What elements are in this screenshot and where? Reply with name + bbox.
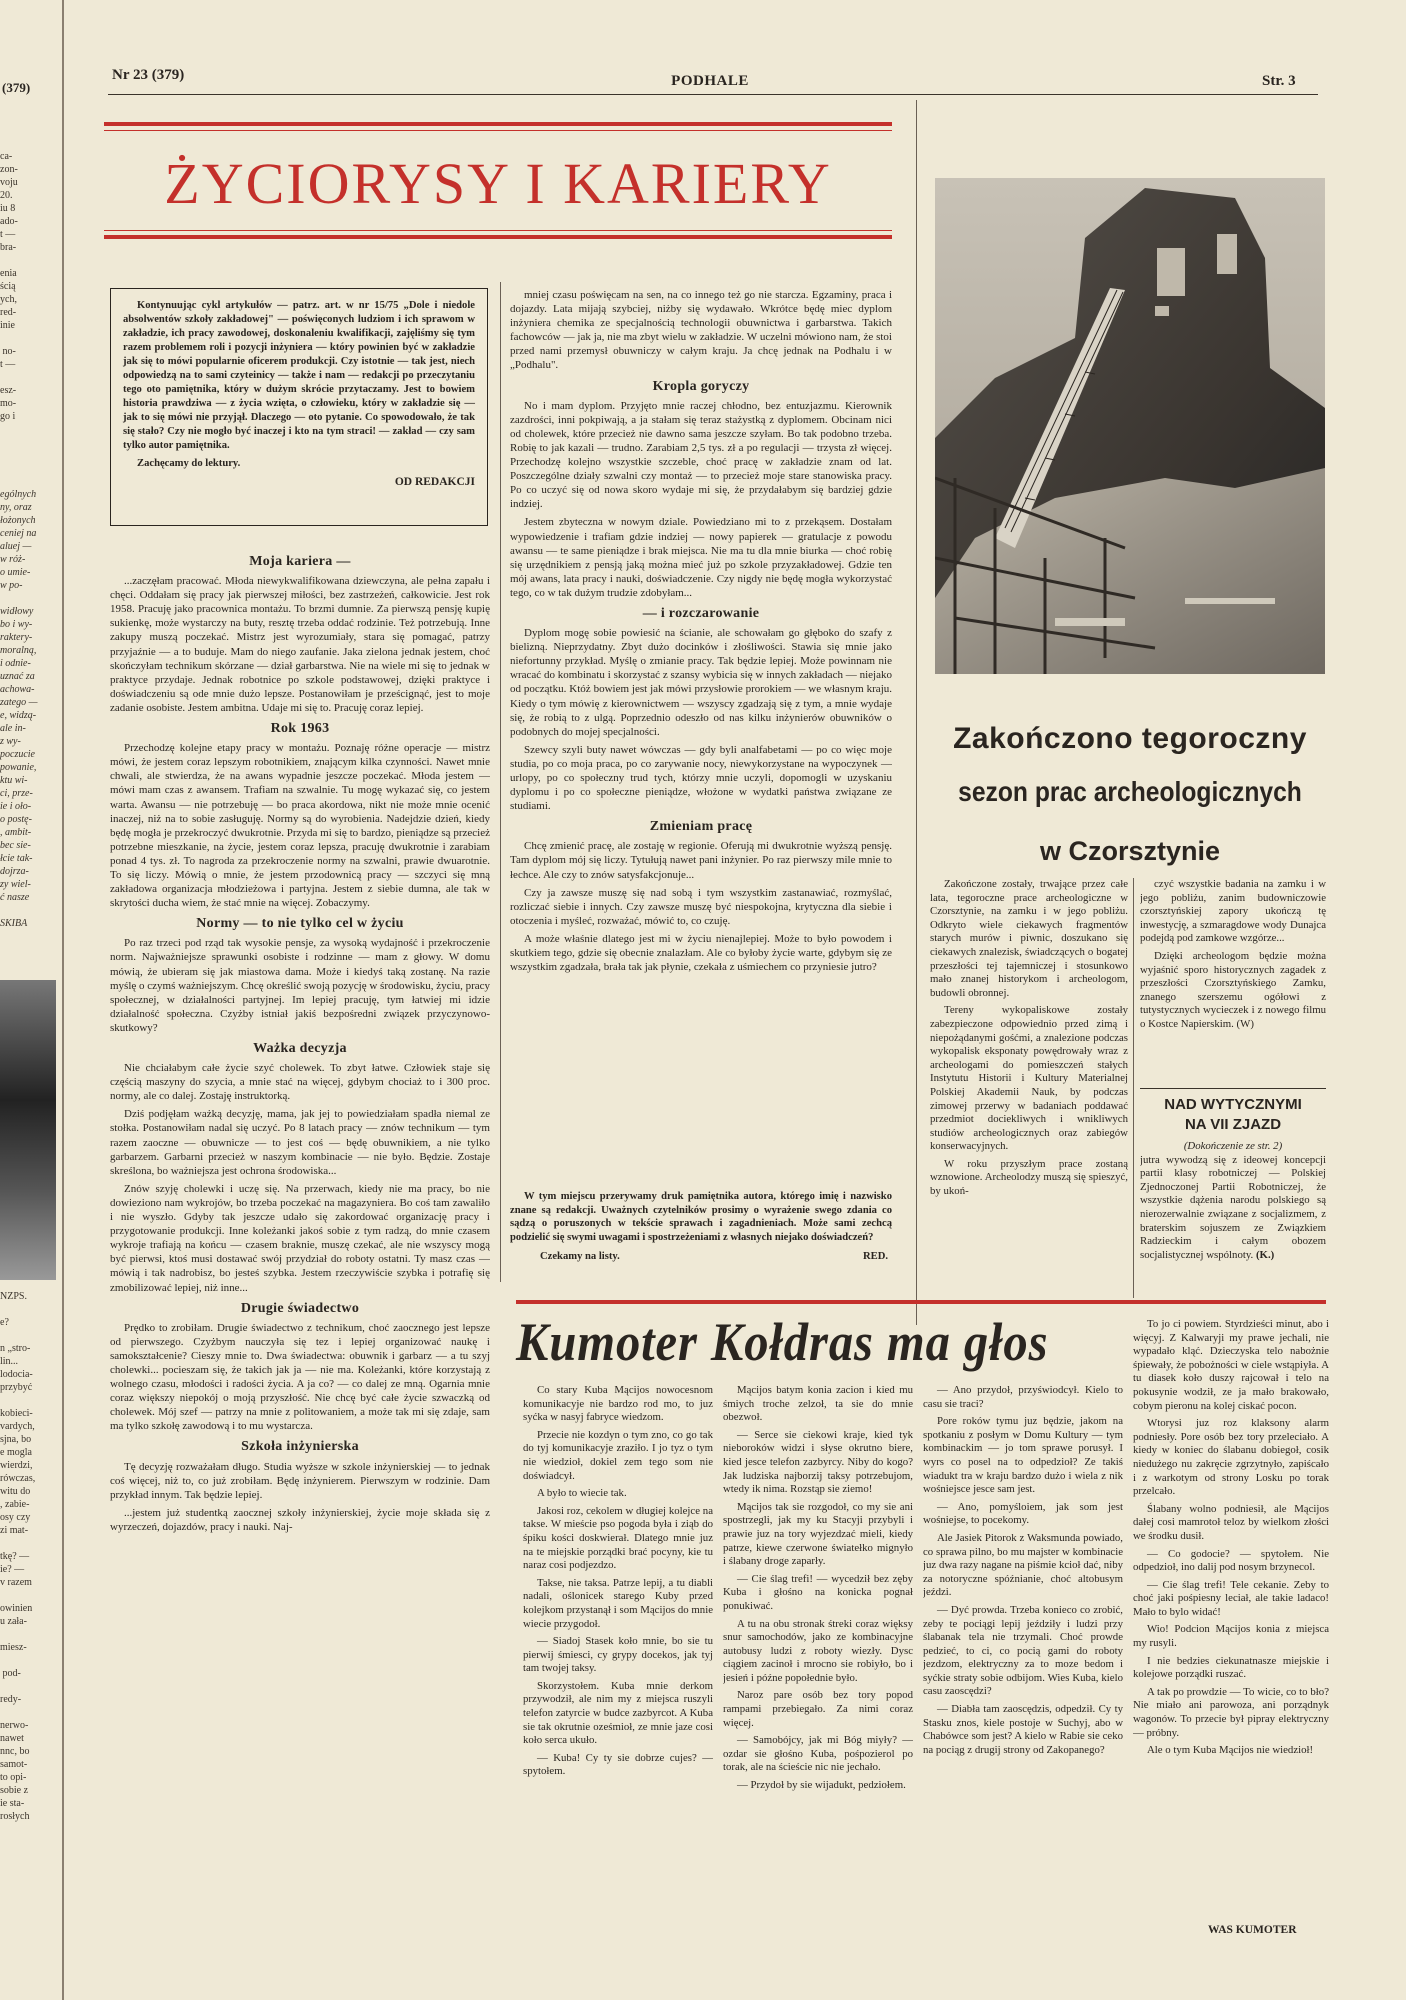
paragraph: Przecie nie kozdyn o tym zno, co go tak do tyj komunikacyje zraziło. I jo tyz o tym nie wiedzioł, dokiel zem tego som nie doświadcył. <box>523 1428 713 1482</box>
kumoter-column-2 <box>723 1384 913 1924</box>
page-fold-line <box>62 0 64 2000</box>
paragraph: A może właśnie dlatego jest mi w życiu nienajlepiej. Może to było powodem i skutkiem tego, gdzie się obecnie znalazłam. Ale co byłoby życie warte, gdybym się ze wszystkim zgadzała, brała tak jak płynie, czekała z uśmiechem co przyniesie jutro? <box>510 932 892 974</box>
paragraph: Tę decyzję rozważałam długo. Studia wyższe w szkole inżynierskiej — to jednak coś więcej, niż to, co już zrobiłam. Będę inżynierem. Pierwszym w rodzinie. Dam przykład innym. Tak będzie lepiej. <box>110 1460 490 1501</box>
paragraph: Jakosi roz, cekolem w długiej kolejce na takse. W mieście pso pogoda była i ziąb do śpiku kości doskwierał. Dlatego mnie juz na te miejskie porządki brać pocyny, kie tu naraz cosi podjezdzo. <box>523 1504 713 1572</box>
section-heading: Ważka decyzja <box>253 1041 347 1056</box>
section-heading: — i rozczarowanie <box>642 605 760 621</box>
editor-note-box <box>510 1190 892 1286</box>
paragraph: Nie chciałabym całe życie szyć cholewek. To zbyt łatwe. Człowiek staje się częścią maszyny do szycia, a mnie stać na więcej, gdybym chociaż to i 300 proc. normy, ale co dalej. Zostaję instruktorką. <box>110 1062 490 1103</box>
archaeology-headline-2: sezon prac archeologicznych <box>958 776 1302 807</box>
paragraph: Zakończone zostały, trwające przez całe lata, tegoroczne prace archeologiczne w Czorsztynie, na zamku i w jego pobliżu. Odkryto wiele ciekawych fragmentów starych murów i piwnic, doszukano się ciekawych znalezisk, świadczących o bogatej przeszłości tej tajemniczej i stosunkowo mało znanej historykom i archeologom, budowli obronnej. <box>930 878 1128 999</box>
page-header <box>0 0 1406 100</box>
edge-text-fragment: ególnych ny, oraz łożonych ceniej na aluej — w róż- o umie- w po- widłowy bo i wy- raktery- moralną, i odnie- uznać za achowa- zatego — e, widzą- ale in- z wy- poczucie powanie, ktu wi- ci, prze- ie i oło- o postę- , ambit- bec sie- łcie tak- dojrza- zy wiel- ć nasze SKIBA <box>0 489 38 929</box>
column-divider <box>916 100 917 1325</box>
memoir-column-2 <box>510 288 892 1188</box>
memoir-column-1 <box>110 548 490 1918</box>
paragraph: To jo ci powiem. Styrdzieści minut, abo i więcyj. Z Kalwaryji my prawe jechali, nie wypadało kląć. Dzieczyska telo nabożnie śpiewały, że pobożności w ciele wstąpiyła. A tu diasek koło duszy rajcował i telo na pokusynie wodził, ze ja mało brakowało, cobym pieronu na kolej ciskać pocon. <box>1133 1318 1329 1412</box>
guidelines-heading-2: NA VII ZJAZD <box>1184 1116 1282 1133</box>
paragraph: czyć wszystkie badania na zamku i w jego pobliżu, zanim budowniczowie czorsztyńskiej zapory ukończą tę inwestycję, a szmaragdowe wody Dunajca podejdą pod zamkowe wzgórze... <box>1140 878 1326 945</box>
paragraph: Dziś podjęłam ważką decyzję, mama, jak jej to powiedziałam spadła niemal ze stołka. Postanowiłam nadal się uczyć. Po 8 latach pracy — znów technikum — tym razem zaoczne — obuwnicze — to jest coś — będę obuwnikiem, a nie tylko garbarzem. Garbarni przecież w naszym kombinacie — nie było. Będzie. Zostaje skreślona, bo ważniejsza jest ochrona środowiska... <box>110 1108 490 1177</box>
paragraph: — Siadoj Stasek koło mnie, bo sie tu pierwij śmiesci, cy grypy docekos, jak tyj tam twojej taksy. <box>523 1635 713 1675</box>
edge-issue-number: (379) <box>2 80 31 95</box>
paragraph: — Kuba! Cy ty sie dobrze cujes? — spytołem. <box>523 1751 713 1778</box>
paragraph: ...jestem już studentką zaocznej szkoły inżynierskiej, życie moje składa się z wyrzeczeń, dojazdów, pracy i nauki. Naj- <box>110 1506 490 1533</box>
paragraph: Czy ja zawsze muszę się nad sobą i tym wszystkim zastanawiać, rozmyślać, rozliczać siebie i innych. Czy zawsze muszę być niespokojna, krytyczna dla siebie i otoczenia i myśleć, rozważać, mówić to, co czuję. <box>510 886 892 927</box>
section-heading: Szkoła inżynierska <box>241 1439 359 1455</box>
paragraph: Jestem zbyteczna w nowym dziale. Powiedziano mi to z przekąsem. Dostałam wypowiedzenie i trafiam gdzie indziej — nowy papierek — gratulacje z powodu awansu — te same pieniądze i brak miejsca. Nie ma tu dla mnie biurka — choć robię się urzędnikiem z pensją jaką można mieć już po szkole przyzakładowej. Gdzie ten mój awans, lata pracy i nauki, doświadczenie. Czy nigdy nie będę mogła wykorzystać tego, co w tak dużym trudzie zdobyłam... <box>510 516 892 599</box>
paragraph: — Ano przydoł, przyświodcył. Kielo to casu sie traci? <box>923 1384 1123 1410</box>
paragraph: Chcę zmienić pracę, ale zostaję w regionie. Oferują mi dwukrotnie wyższą pensję. Tam dyplom mój się liczy. Tytułują nawet pani inżynier. Po raz pierwszy mile mnie to łechce. Ale czy to znów satysfakcjonuje... <box>510 840 892 881</box>
paragraph: A było to wiecie tak. <box>537 1487 627 1500</box>
newspaper-name: PODHALE <box>671 73 749 89</box>
paragraph: Mącijos batym konia zacion i kied mu śmiych troche zelzoł, ta sie do mnie obezwoł. <box>723 1384 913 1424</box>
issue-number: Nr 23 (379) <box>112 67 185 83</box>
castle-photo <box>935 178 1325 674</box>
paragraph: — Co godocie? — spytołem. Nie odpedzioł, ino dalij pod nosym brzynecol. <box>1133 1547 1329 1574</box>
header-rule <box>108 94 1318 95</box>
paragraph: No i mam dyplom. Przyjęto mnie raczej chłodno, bez entuzjazmu. Kierownik zazdrości, inni pokpiwają, a ja stałam się teraz stażystką z dyplomem. Obcinam nici od cholewek, które przecież nie dawno sama jeszcze szyłam. Bo tak podobno trzeba. Robię to jak kazali — trudno. Zarabiam 2,5 tys. zł a po regulacji — trzysta zł więcej. Przechodzę kolejno wszystkie szczeble, choć pracę w zakładzie znam od lat. Poszczególne działy szwalni czy montaż — to przecież moje stare stanowiska pracy. Po co uczyć się od nowa skoro wydaje mi się, że przydałabym się bardziej gdzie indziej. <box>510 399 892 511</box>
edge-text-fragment: NZPS. e? n „stro- lin... lodocia- przybyć kobieci- vardych, sjna, bo e mogla wierdzi, rówczas, witu do , zabie- osy czy zi mat- tkę? — ie? — v razem owinien u zała- miesz- pod- redy- nerwo- nawet nnc, bo samot- to opi- sobie z ie sta- rosłych <box>0 1291 36 1822</box>
paragraph: W roku przyszłym prace zostaną wznowione. Archeolodzy muszą się spieszyć, by ukoń- <box>930 1157 1128 1198</box>
paragraph: — Ano, pomyśloiem, jak som jest wośniejse, to pocekomy. <box>923 1500 1123 1527</box>
guidelines-top-rule <box>1140 1088 1326 1089</box>
kumoter-headline: Kumoter Kołdras ma głos <box>516 1312 1049 1372</box>
archaeology-column-1 <box>930 878 1128 1298</box>
editor-note-text: W tym miejscu przerywamy druk pamiętnika autora, którego imię i nazwisko znane są redakcji. Uważnych czytelników prosimy o wyrażenie swego zdania co sądzą o poruszonych w tekście sprawach i zagadnieniach. Może sami zechcą podzielić się swymi uwagami i spostrzeżeniami z własnych niejako doświadczeń? <box>510 1191 892 1243</box>
paragraph: Pore roków tymu juz będzie, jakom na spotkaniu z posłym w Domu Kultury — tym kombinackim — jo tom sprawe porusył. I wyrs co posel na to odpedzioł? Ze takiś wiadukt tra w kraju bardzo dużo i wiela z nik wośniejsce jesce sam jest. <box>923 1415 1123 1496</box>
headline-band <box>104 122 892 244</box>
section-heading: Moja kariera — <box>249 554 351 569</box>
guidelines-body <box>1140 1140 1326 1300</box>
paragraph: Ale o tym Kuba Mącijos nie wiedzioł! <box>1147 1744 1314 1757</box>
paragraph: Po raz trzeci pod rząd tak wysokie pensje, za wysoką wydajność i przekroczenie norm. Najważniejsze sprawunki osobiste i rodzinne — mam z głowy. W domu mówią, że ubieram się jak miastowa dama. Może i kiedyś taką zostanę. Na razie myślę o czymś ważniejszym. Chcę określić swoją pozycję w środowisku, życiu, pracy społecznej, w działalności partyjnej. Im lepiej pracuję, tym łatwiej mi idzie działalność społeczna. Czyżby istniał jakiś bezpośredni związek przyczynowo-skutkowy? <box>110 937 490 1034</box>
paragraph: Tereny wykopaliskowe zostały zabezpieczone odpowiednio przed zimą i niepożądanymi gośćmi, a znalezione podczas wykopalisk eksponaty powędrowały wraz z archeologami do pomieszczeń stałych Instytutu Historii i Kultury Materialnej Polskiej Akademii Nauk, by podczas zimowej przerwy w badaniach poddawać przedmiot dociekliwych i wnikliwych studiów archeologicznych oraz zabiegów konserwacyjnych. <box>930 1004 1128 1153</box>
kumoter-column-3 <box>923 1384 1123 1924</box>
guidelines-signature: (K.) <box>1255 1248 1275 1261</box>
paragraph: Dzięki archeologom będzie można wyjaśnić sporo historycznych zagadek z przeszłości Czorsztyńskiego Zamku, znanego szerszemu ogółowi z tutystycznych wycieczek i z nowego filmu o Kostce Napierskim. (W) <box>1140 949 1326 1030</box>
paragraph: — Przydoł by sie wijadukt, pedziołem. <box>737 1779 906 1792</box>
paragraph: Takse, nie taksa. Patrze lepij, a tu diabli nadali, oślonicek starego Kuby przed kolejkom przystanął i som Mącijos do mnie wiecie przygodoł. <box>523 1576 713 1630</box>
paragraph: Przechodzę kolejne etapy pracy w montażu. Poznaję różne operacje — mistrz mówi, że jestem coraz lepszym robotnikiem, znającym kilka czynności. Nawet mnie chwali, ale stwierdza, że na awans wypadnie jeszcze poczekać. Młoda jestem — mówi mam czas z awansem. Trafiam na szwalnie. Tu mogę wykazać się, co jestem warta. Awansu — nie potrzebuję — bo praca akordowa, nikt nie może mnie ocenić inaczej, niż na to sobie zasługuję. Normy są do wyrobienia. Nadejdzie dzień, kiedy będę mogła je przekroczyć dwukrotnie. Przyda mi się to bardzo, pieniądze są przecież potrzebne mieszkanie, na życie, jestem coraz lepsza, pracuję dwukrotnie i zarabiam ponad 4 tys. zł. To nagroda za przekroczenie normy na szwalni, prawie dwuarotnie. To się liczy. Mówią o mnie, że jestem przodownicą pracy — szczyci się mną zakładowa organizacja młodzieżowa i partyjna. Jestem z siebie dumna, ale tak w skrytości ducha wiem, że stać mnie na więcej. Zobaczymy. <box>110 742 490 910</box>
kumoter-signature: WAS KUMOTER <box>1208 1924 1297 1936</box>
section-heading: Normy — to nie tylko cel w życiu <box>196 916 404 932</box>
guidelines-text: jutra wywodzą się z ideowej koncepcji partii klasy robotniczej — Polskiej Zjednoczonej Partii Robotniczej, że wszystkie dążenia narodu polskiego są nierozerwalnie związane z socjalizmem, z braterskim sojuszem ze Związkiem Radzieckim i całym obozem socjalistycznej wspólnoty. <box>1140 1153 1326 1261</box>
paragraph: Co stary Kuba Mącijos nowocesnom komunikacyje nie bardzo rod mo, to juz syćka w nasyj fabryce wiedzom. <box>523 1384 713 1424</box>
edge-photo-fragment <box>0 980 56 1280</box>
paragraph: Ale Jasiek Pitorok z Waksmunda powiado, co sprawa pilno, bo mu majster w kombinacie juz dwa razy nagane na piśmie kcioł dać, niby za notoryczne spóźnianie, choć altobusym jeździ. <box>923 1531 1123 1599</box>
castle-ruins-image <box>935 178 1325 674</box>
paragraph: Skorzystołem. Kuba mnie derkom przywodził, ale nim my z miejsca ruszyli telefon zatyrcie w budce zazbyrcot. A Kuba sie tak okrutnie oześmioł, ze mnie jaze cosi koło serca ukuło. <box>523 1679 713 1747</box>
column-divider <box>1133 878 1134 1298</box>
archaeology-headline-1: Zakończono tegoroczny <box>953 722 1307 755</box>
edge-text-fragment: ca- zon- voju 20. iu 8 ado- t — bra- enia ścią ych, red- inie no- t — esz- mo- go i <box>0 151 18 422</box>
page-number: Str. 3 <box>1262 73 1296 89</box>
paragraph: mniej czasu poświęcam na sen, na co innego też go nie starcza. Egzaminy, praca i dojazdy. Lata mijają szybciej, niżby się wydawało. Wkrótce będę miec dyplom inżyniera chemika ze specjalnością technologii obuwnictwa i garbarstwa. Takich fachowców — jak ja, nie ma zbyt wielu w zakładzie. W uczelni mówiono nam, że stoi przed nami przemysł obuwniczy w całym kraju. Ja chcę jednak na Podhalu i w „Podhalu". <box>510 289 892 372</box>
archaeology-column-2 <box>1140 878 1326 1086</box>
paragraph: — Serce sie ciekowi kraje, kied tyk nieboroków widzi i słyse okrutno biere, kied jesce telefon zazbyrcy. Niby do kogo? Jak ludziska najborzij taksy potrzebujom, wtedy ik nima. Rozstąp sie ziemo! <box>723 1428 913 1496</box>
paragraph: Wtorysi juz roz klaksony alarm podniesły. Pore osób bez tory przeleciało. A kiedy w koniec do ślabanu dobiegoł, cosik niedużego nu zakręcie zgrzytnyło, zapiścało i z warkotym od strony Losku po torak przelcało. <box>1133 1417 1329 1498</box>
paragraph: Dyplom mogę sobie powiesić na ścianie, ale schowałam go głęboko do szafy z bielizną. Nieprzydatny. Zbyt dużo docinków i złośliwości. Stawia się mnie jako niefortunny przykład. Myślę o zmianie pracy. Tak będzie lepiej. Może powinnam nie wracać do kombinatu i skorzystać z szansy wybicia się w innych zakładach — niejako od początku. Któż bowiem jest jak mówi przysłowie prorokiem — we własnym kraju. Kiedy o tym mówię z kierownictwem — wszyscy zgadzają się z tym, a mnie wydaje się, że robią to z ulgą. Poprzednio odeszło od nas kilku inżynierów obuwników o podobnych do mojej specjalności. <box>510 627 892 738</box>
paragraph: ...zaczęłam pracować. Młoda niewykwalifikowana dziewczyna, ale pełna zapału i chęci. Oddałam się pracy jak pierwszej miłości, bez zastrzeżeń, całkowicie. Jest rok 1958. Pracuję jako pracownica montażu. To brzmi dumnie. Za pierwszą pensję kupię sukienkę, może wystarczy na buty, resztę trzeba oddać rodzinie. Też potrzebują. Inne zakupy muszą poczekać. Mistrz jest wyrozumiały, stara się pomagać, patrzy przyjaźnie — a to buduje. Mam do niego zaufanie. Jaka zielona jednak jestem, choć skończyłam technikum skórzane — dział garbarstwa. Nie na wiele mi się to jednak w praktyce przydaje. Jednak robotnice po szkole podstawowej, dzięki praktyce i doświadczeniu są ode mnie dużo lepsze. Postanowiłam je prześcignąć, jest to moje zadanie osobiste. Jestem ambitna. Udaje mi się to. Pracuję coraz lepiej. <box>110 575 490 714</box>
archaeology-headline-3: w Czorsztynie <box>1039 836 1221 866</box>
editor-note-wait: Czekamy na listy. <box>540 1251 620 1263</box>
paragraph: — Cie ślag trefi! Tele cekanie. Zeby to choć jaki pośpiesny leciał, ale takie ladaco! Mało to bylo widać! <box>1133 1578 1329 1618</box>
paragraph: — Samobójcy, jak mi Bóg miyły? — ozdar sie głośno Kuba, pośpozierol po torak, ale na ścieście nic nie jechało. <box>723 1734 913 1774</box>
paragraph: Mącijos tak sie rozgodoł, co my sie ani spostrzegli, jak my ku Stacyji przybyli i prawie juz na tory wyjezdzać mieli, kiedy patrze, kiewe czerwone światełko mignyło i ślabany droge zaparły. <box>723 1500 913 1568</box>
editor-intro-text: Kontynuując cykl artykułów — patrz. art. w nr 15/75 „Dole i niedole absolwentów szkoły zakładowej" — poświęconych ludziom i ich sprawom w zakładzie, ich pracy zawodowej, doskonaleniu kwalifikacji, zajęliśmy się tym razem problemem roli i pozycji inżyniera — który powinien być w zakładzie jak się to mówi popularnie oficerem produkcji. Czy istotnie — tak jest, niech odpowiedzą na to sami czyteinicy — także i nam — redakcji po przeczytaniu tego oto pamiętnika, który w dużym skrócie przytaczamy. Jest to bowiem historia prawdziwa — z życia wzięta, o człowieku, który w zakładzie się — jak to się mówi nie przyjął. Dlaczego — oto pytanie. Co spowodowało, że tak się stało? Czy nie mogło być inaczej i kto na tym straci! — zakład — czy sam tylko autor pamiętnika. <box>123 300 475 451</box>
section-heading: Zmieniam pracę <box>649 819 753 835</box>
paragraph: A tak po prowdzie — To wicie, co to bło? Nie miało ani parowoza, ani porządnyk wagonów. To przecie był pipray elektryczny — próbny. <box>1133 1685 1329 1739</box>
paragraph: Wio! Podcion Mącijos konia z miejsca my rusyli. <box>1133 1623 1329 1650</box>
paragraph: Znów szyję cholewki i uczę się. Na przerwach, kiedy nie ma pracy, bo nie dowieziono nam wykrojów, bo trzeba poczekać na magazyniera. Bo coś tam zawaliło i nie wyszło. Gdyby tak jeszcze udało się zakordować organizację pracy i przygotowanie produkcji. Inne koleżanki jakoś sobie z tym radzą, do mnie czasem wykroje trafiają na końcu — czasem braknie, muszę czekać, ale nie wszyscy mogą być pierwsi, ktoś musi dostawać swój przydział do roboty ostatni. Ty masz czas — mówią i tak nadrobisz, bo jesteś szybka. Jestem rzeczywiście szybka i potrafię się zmobilizować lepiej, niż inne... <box>110 1182 490 1294</box>
section-heading: Drugie świadectwo <box>240 1300 360 1316</box>
paragraph: — Diabła tam zaoscędzis, odpedził. Cy ty Stasku znos, kiele postoje w Suchyj, abo w Chabówce som jest? A kielo w Rabie sie ceko na pociąg z drugij strony od Zakopanego? <box>923 1703 1123 1756</box>
paragraph: A tu na obu stronak śtreki coraz więksy snur samochodów, jako ze kombinacyjne autobusy ludzi z roboty wiezły. Dysc ciągiem zacinoł i mrocno sie robiyło, bo i jesień i późne popołednie było. <box>723 1617 913 1684</box>
headline: ŻYCIORYSY I KARIERY <box>164 151 832 216</box>
paragraph: Naroz pare osób bez tory popod rampami przebiegało. Za nimi coraz więcej. <box>723 1689 913 1729</box>
editor-note-signature: RED. <box>862 1251 888 1263</box>
kumoter-top-rule <box>516 1300 1326 1304</box>
section-heading: Kropla goryczy <box>652 378 750 394</box>
editor-intro-box <box>110 288 488 526</box>
section-heading: Rok 1963 <box>270 721 330 737</box>
guidelines-continued-note: (Dokończenie ze str. 2) <box>1183 1140 1283 1152</box>
editor-intro-signature: OD REDAKCJI <box>394 476 475 488</box>
kumoter-column-1 <box>523 1384 713 1924</box>
paragraph: Prędko to zrobiłam. Drugie świadectwo z technikum, choć zaocznego jest lepsze od pierwszego. Czyżbym nauczyła się tez i lepiej organizować naukę i samokształcenie? Cieszy mnie to. Dwa świadectwa: obuwnik i garbarz — a tu szyj cholewki... pocieszam się, że takich jak ja — nie ma. Koleżanki, które korzystają z wolnego czasu, młodości i radości życia. A ja co? — co dalej ze mną. Ogarnia mnie coraz większy niepokój o moją przyszłość. Nie chcę być całe życie szwaczką od cholewek. Mój szef — patrzy na mnie z politowaniem, a może tak mi się zdaje, sam ma tylko szkołę zawodową i to mu wystarcza. <box>110 1321 490 1433</box>
paragraph: Szewcy szyli buty nawet wówczas — gdy byli analfabetami — po co więc moje studia, po co moja praca, po co zarywanie nocy, niewykorzystane na wypoczynek — urlopy, po co społeczny trud tych, którzy mnie uczyli, dopomogli w uzyskaniu dyplomu i po co społeczne pieniądze, włożone w wydatki państwa związane ze studiami. <box>510 743 892 813</box>
editor-intro-closing: Zachęcamy do lektury. <box>137 458 241 469</box>
column-divider <box>500 282 501 1282</box>
paragraph: — Dyć prowda. Trzeba konieco co zrobić, zeby te pociągi lepij jeździły i ludzi przy ślabanak tela nie trzymali. Choć prowde pedzieć, to ci, co pocią gami do roboty jezdzom, elektryczny za to moze bedom i syćkie straty sobie odbijom. Wies Kuba, kielo casu zaoscędzi? <box>923 1603 1123 1698</box>
paragraph: — Cie ślag trefi! — wycedził bez zęby Kuba i głośno na konicka pognał ponukiwać. <box>723 1572 913 1612</box>
paragraph: Ślabany wolno podniesił, ale Mącijos dałej cosi mamrotoł teloz by wielkom złości we środku dusił. <box>1133 1502 1329 1542</box>
kumoter-column-4 <box>1133 1318 1329 1924</box>
guidelines-heading-1: NAD WYTYCZNYMI <box>1164 1096 1302 1113</box>
paragraph: I nie bedzies ciekunatnasze miejskie i kolejowe porządki ruszać. <box>1133 1654 1329 1681</box>
